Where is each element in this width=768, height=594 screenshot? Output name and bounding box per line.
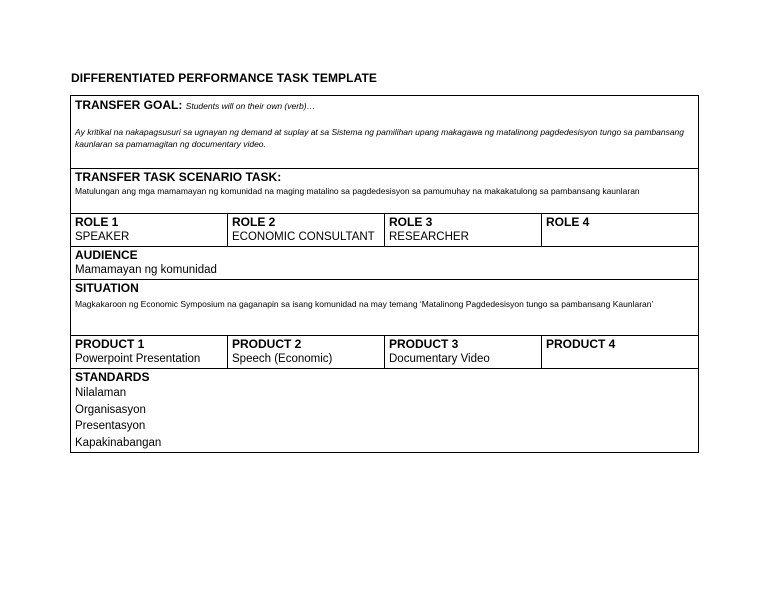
- performance-task-table: [70, 95, 699, 453]
- transfer-goal-label: TRANSFER GOAL:: [75, 98, 183, 112]
- role-4-label: ROLE 4: [546, 215, 590, 229]
- product-2-label: PRODUCT 2: [232, 337, 302, 351]
- situation-label: SITUATION: [75, 281, 139, 295]
- transfer-goal-cell: [71, 96, 699, 169]
- product-3-label: PRODUCT 3: [389, 337, 459, 351]
- audience-value: Mamamayan ng komunidad: [75, 264, 217, 276]
- audience-row: [71, 247, 699, 280]
- product-4-label: PRODUCT 4: [546, 337, 616, 351]
- standard-item: Nilalaman: [75, 387, 127, 399]
- standards-label: STANDARDS: [75, 370, 150, 384]
- situation-text: Magkakaroon ng Economic Symposium na gaganapin sa isang komunidad na may temang ‘Matalinong Pagdedesisyon tungo sa pambansang Kaunlaran’: [75, 299, 654, 309]
- transfer-goal-text: Ay kritikal na nakapagsusuri sa ugnayan ng demand at suplay at sa Sistema ng pamilihan upang makagawa ng matalinong pagdedesisyon tungo sa pambansang kaunlaran sa pamamagitan ng documentary video.: [75, 127, 685, 149]
- transfer-goal-row: [71, 96, 699, 169]
- roles-row: [71, 214, 699, 247]
- standards-cell: [71, 369, 699, 453]
- role-2-cell: [228, 214, 385, 247]
- scenario-row: [71, 169, 699, 214]
- audience-cell: [71, 247, 699, 280]
- product-1-label: PRODUCT 1: [75, 337, 145, 351]
- document-title: DIFFERENTIATED PERFORMANCE TASK TEMPLATE: [71, 71, 377, 85]
- scenario-text: Matulungan ang mga mamamayan ng komunidad na maging matalino sa pagdedesisyon sa pamumuhay na makakatulong sa pambansang kaunlaran: [75, 186, 640, 196]
- product-3-cell: [385, 336, 542, 369]
- role-3-label: ROLE 3: [389, 215, 433, 229]
- products-row: [71, 336, 699, 369]
- scenario-label: TRANSFER TASK SCENARIO TASK:: [75, 170, 282, 184]
- situation-cell: [71, 280, 699, 336]
- situation-row: [71, 280, 699, 336]
- audience-label: AUDIENCE: [75, 248, 138, 262]
- role-2-label: ROLE 2: [232, 215, 276, 229]
- scenario-cell: [71, 169, 699, 214]
- standards-row: [71, 369, 699, 453]
- role-1-cell: [71, 214, 228, 247]
- role-3-value: RESEARCHER: [389, 231, 469, 243]
- product-2-value: Speech (Economic): [232, 353, 333, 365]
- role-3-cell: [385, 214, 542, 247]
- product-2-cell: [228, 336, 385, 369]
- role-1-label: ROLE 1: [75, 215, 119, 229]
- product-4-cell: [542, 336, 699, 369]
- role-4-cell: [542, 214, 699, 247]
- standard-item: Organisasyon: [75, 403, 146, 416]
- transfer-goal-heading: [75, 98, 694, 114]
- product-3-value: Documentary Video: [389, 353, 490, 365]
- transfer-goal-subtitle: Students will on their own (verb)…: [185, 101, 316, 111]
- product-1-cell: [71, 336, 228, 369]
- standard-item: Kapakinabangan: [75, 436, 162, 449]
- product-1-value: Powerpoint Presentation: [75, 353, 201, 365]
- role-2-value: ECONOMIC CONSULTANT: [232, 231, 375, 243]
- role-1-value: SPEAKER: [75, 231, 130, 243]
- standard-item: Presentasyon: [75, 420, 146, 432]
